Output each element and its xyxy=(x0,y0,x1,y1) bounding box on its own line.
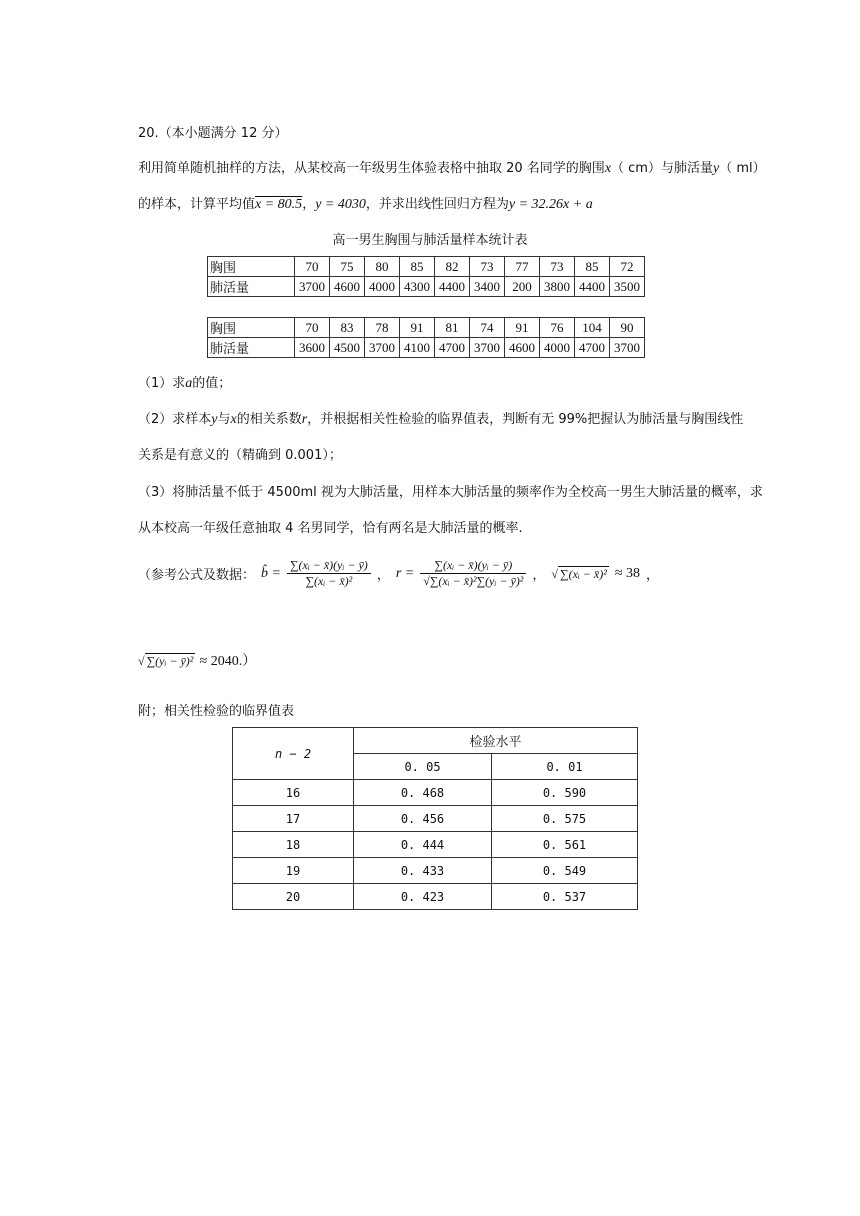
question-3: （3）将肺活量不低于 4500ml 视为大肺活量，用样本大肺活量的频率作为全校高一男生大肺活量的概率，求 xyxy=(138,485,763,500)
table-row xyxy=(208,257,645,277)
table-cell: 4500 xyxy=(330,338,365,358)
table-cell: 73 xyxy=(540,257,575,277)
sqrt-x-value: ≈ 38 xyxy=(614,565,640,581)
appendix-title: 附；相关性检验的临界值表 xyxy=(138,704,295,719)
table-cell: 3800 xyxy=(540,277,575,297)
question-text: 的值； xyxy=(192,376,232,391)
question-1 xyxy=(138,372,231,392)
table-cell: 0. 575 xyxy=(492,806,638,832)
reference-formulas-line-2 xyxy=(138,650,256,670)
table-cell: 70 xyxy=(295,257,330,277)
table-cell: 3700 xyxy=(295,277,330,297)
table-cell: 4000 xyxy=(365,277,400,297)
table-cell: 17 xyxy=(233,806,354,832)
problem-number: 20.（本小题满分 12 分） xyxy=(138,126,288,141)
separator: ， xyxy=(302,197,316,212)
table-cell: 3400 xyxy=(470,277,505,297)
table-cell: 91 xyxy=(505,318,540,338)
table-cell: 72 xyxy=(610,257,645,277)
table-cell: 70 xyxy=(295,318,330,338)
separator: ， xyxy=(376,568,390,583)
var-a: a xyxy=(185,376,193,391)
question-text: 的相关系数 xyxy=(236,412,302,427)
b-denominator: ∑(xᵢ − x̄)² xyxy=(305,574,353,588)
table-cell: 3700 xyxy=(365,338,400,358)
x-mean: x = 80.5 xyxy=(255,197,303,212)
question-text: ，并根据相关性检验的临界值表，判断有无 99%把握认为肺活量与胸围线性 xyxy=(307,412,744,427)
table-cell: 0. 537 xyxy=(492,884,638,910)
intro-line-2 xyxy=(138,193,593,213)
separator: ， xyxy=(646,568,660,583)
table-cell: 90 xyxy=(610,318,645,338)
sqrt-y-content: ∑(yᵢ − ȳ)² xyxy=(146,654,194,668)
sqrt-x-content: ∑(xᵢ − x̄)² xyxy=(560,566,607,581)
table-cell: 0. 590 xyxy=(492,780,638,806)
b-numerator: ∑(xᵢ − x̄)(yᵢ − ȳ) xyxy=(287,558,371,574)
table-title: 高一男生胸围与肺活量样本统计表 xyxy=(332,233,528,248)
table-cell: 4400 xyxy=(575,277,610,297)
table-cell: 77 xyxy=(505,257,540,277)
table-cell: 82 xyxy=(435,257,470,277)
intro-text: 利用简单随机抽样的方法，从某校高一年级男生体验表格中抽取 20 名同学的胸围 xyxy=(138,161,605,176)
sample-table-1 xyxy=(207,256,645,297)
table-cell: 0. 444 xyxy=(354,832,492,858)
table-row xyxy=(233,832,638,858)
table-cell: 74 xyxy=(470,318,505,338)
reference-label: （参考公式及数据： xyxy=(138,568,256,583)
intro-text: （ cm）与肺活量 xyxy=(611,161,713,176)
table-row xyxy=(208,277,645,297)
row-label: 胸围 xyxy=(208,257,295,277)
sample-table-2 xyxy=(207,317,645,358)
sqrt-y-sum: √ ∑(yᵢ − ȳ)² xyxy=(138,654,194,668)
table-cell: 81 xyxy=(435,318,470,338)
table-cell: 4700 xyxy=(435,338,470,358)
table-row xyxy=(233,858,638,884)
table-cell: 4300 xyxy=(400,277,435,297)
table-cell: 0. 433 xyxy=(354,858,492,884)
intro-text: ，并求出线性回归方程为 xyxy=(365,197,509,212)
intro-text: （ ml） xyxy=(719,161,766,176)
question-text: （1）求 xyxy=(138,376,186,391)
r-symbol: r = xyxy=(395,565,415,581)
r-denominator: √∑(xᵢ − x̄)²∑(yᵢ − ȳ)² xyxy=(423,574,524,588)
col-header-001: 0. 01 xyxy=(492,754,638,780)
col-header-005: 0. 05 xyxy=(354,754,492,780)
table-cell: 85 xyxy=(400,257,435,277)
table-cell: 80 xyxy=(365,257,400,277)
var-y: y xyxy=(211,412,218,427)
r-fraction xyxy=(420,558,526,589)
table-cell: 19 xyxy=(233,858,354,884)
table-cell: 85 xyxy=(575,257,610,277)
question-2 xyxy=(138,408,743,428)
table-row xyxy=(233,884,638,910)
critical-value-table xyxy=(232,727,638,910)
reference-formulas xyxy=(138,558,659,589)
question-text: （2）求样本 xyxy=(138,412,212,427)
table-cell: 75 xyxy=(330,257,365,277)
table-cell: 91 xyxy=(400,318,435,338)
table-row xyxy=(208,338,645,358)
regression-equation: y = 32.26x + a xyxy=(508,197,593,212)
var-y: y xyxy=(712,161,720,176)
table-cell: 3700 xyxy=(610,338,645,358)
question-3-line-2: 从本校高一年级任意抽取 4 名男同学，恰有两名是大肺活量的概率. xyxy=(138,521,523,536)
table-cell: 104 xyxy=(575,318,610,338)
table-row xyxy=(233,780,638,806)
r-numerator: ∑(xᵢ − x̄)(yᵢ − ȳ) xyxy=(420,558,526,574)
question-text: 与 xyxy=(217,412,231,427)
table-cell: 3500 xyxy=(610,277,645,297)
var-x: x xyxy=(604,161,612,176)
row-label: 胸围 xyxy=(208,318,295,338)
table-cell: 20 xyxy=(233,884,354,910)
var-r: r xyxy=(301,412,308,427)
sqrt-y-value: ≈ 2040.） xyxy=(199,654,257,669)
table-cell: 3700 xyxy=(470,338,505,358)
table-cell: 78 xyxy=(365,318,400,338)
table-cell: 4400 xyxy=(435,277,470,297)
table-cell: 4000 xyxy=(540,338,575,358)
var-x: x xyxy=(230,412,237,427)
table-row xyxy=(208,318,645,338)
b-hat-fraction xyxy=(287,558,371,589)
table-cell: 0. 549 xyxy=(492,858,638,884)
question-2-line-2: 关系是有意义的（精确到 0.001）； xyxy=(138,448,342,463)
intro-line-1 xyxy=(138,157,766,177)
col-header-n: n − 2 xyxy=(233,728,354,780)
separator: ， xyxy=(532,568,546,583)
table-cell: 76 xyxy=(540,318,575,338)
table-cell: 18 xyxy=(233,832,354,858)
table-cell: 0. 561 xyxy=(492,832,638,858)
table-header-row xyxy=(233,728,638,754)
table-cell: 4700 xyxy=(575,338,610,358)
y-mean: y = 4030 xyxy=(315,197,366,212)
col-header-group: 检验水平 xyxy=(354,728,638,754)
row-label: 肺活量 xyxy=(208,338,295,358)
table-cell: 16 xyxy=(233,780,354,806)
b-hat-symbol: b̂ = xyxy=(261,565,281,581)
table-cell: 0. 456 xyxy=(354,806,492,832)
table-row xyxy=(233,806,638,832)
intro-text: 的样本，计算平均值 xyxy=(138,197,256,212)
table-cell: 0. 468 xyxy=(354,780,492,806)
table-cell: 83 xyxy=(330,318,365,338)
table-cell: 73 xyxy=(470,257,505,277)
table-cell: 0. 423 xyxy=(354,884,492,910)
table-cell: 4600 xyxy=(330,277,365,297)
table-cell: 4100 xyxy=(400,338,435,358)
table-cell: 200 xyxy=(505,277,540,297)
row-label: 肺活量 xyxy=(208,277,295,297)
sqrt-x-sum: √ ∑(xᵢ − x̄)² xyxy=(551,566,607,581)
table-cell: 3600 xyxy=(295,338,330,358)
table-cell: 4600 xyxy=(505,338,540,358)
